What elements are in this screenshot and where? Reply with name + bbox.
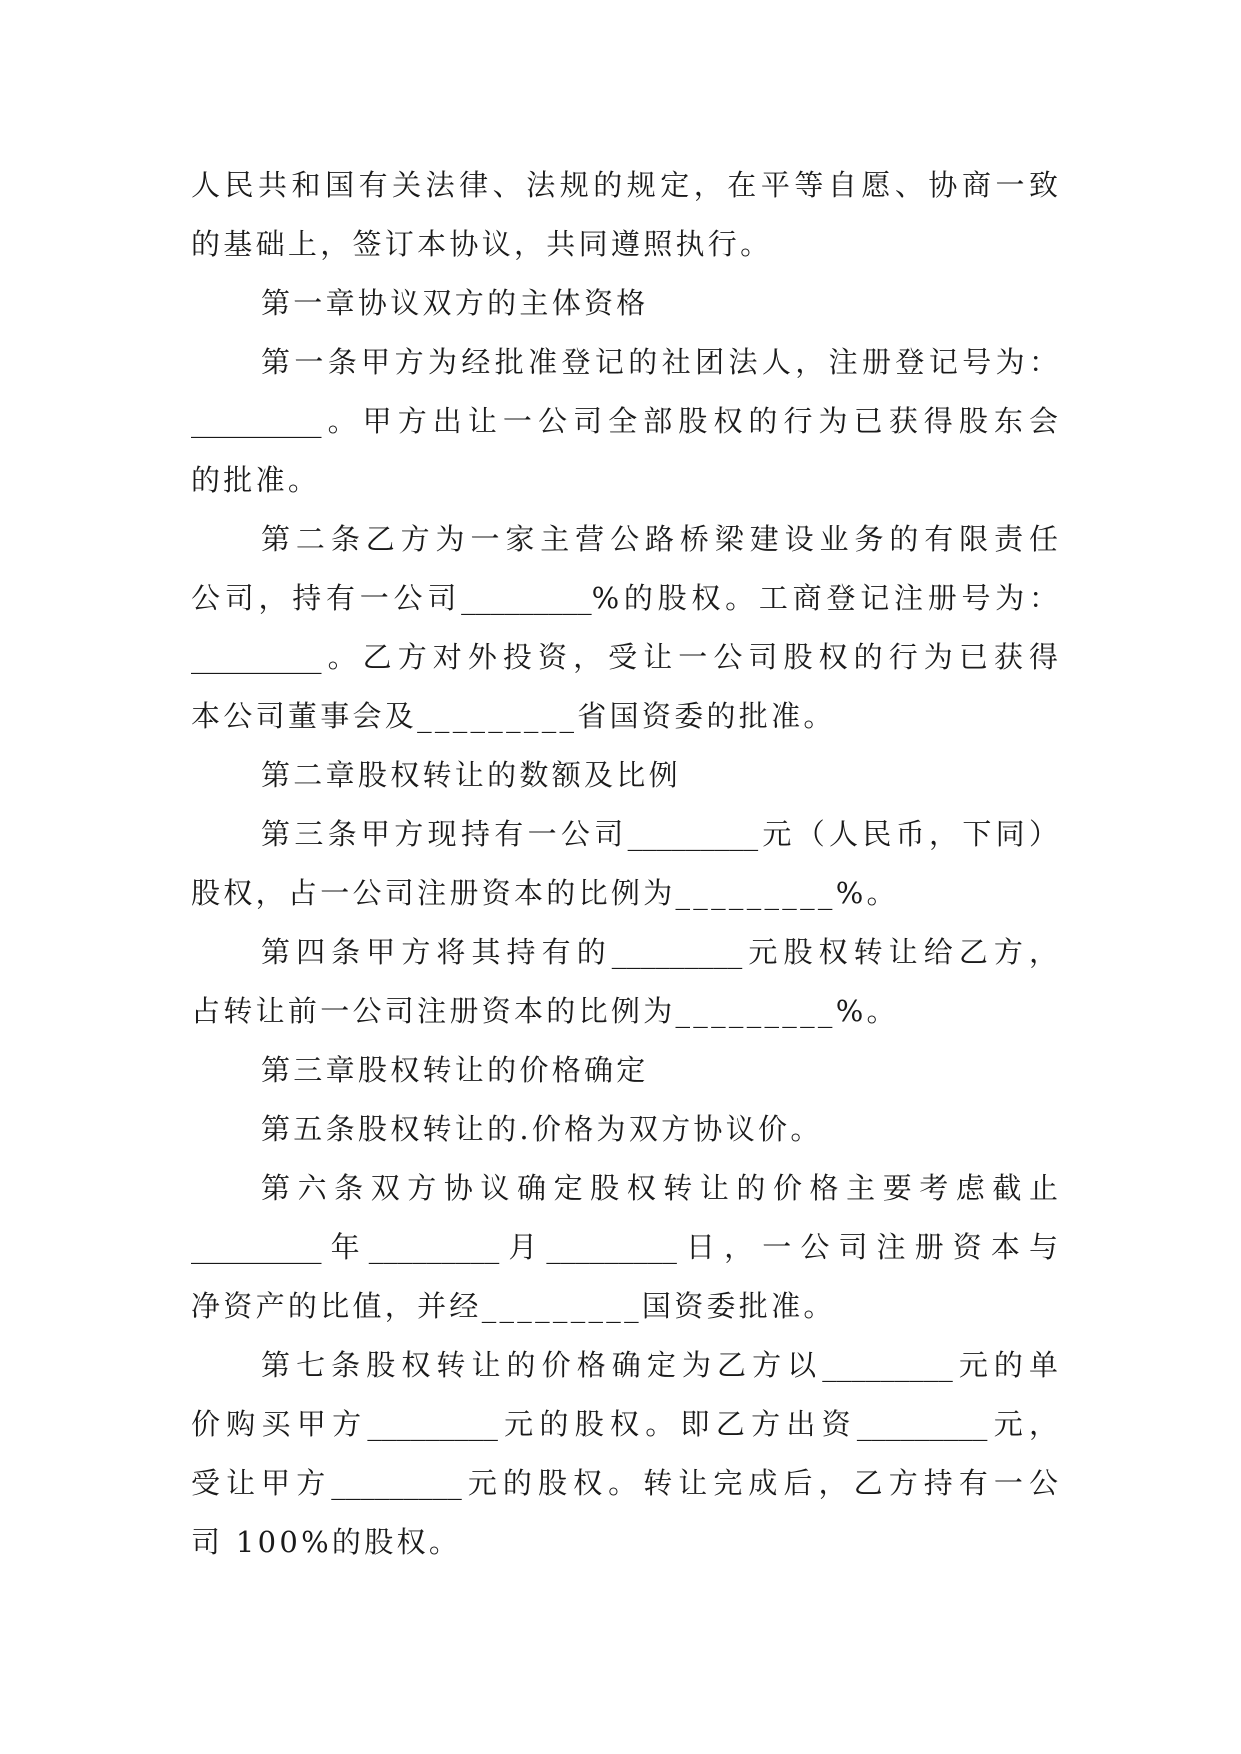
article-line: 第七条股权转让的价格确定为乙方以_________元的单 [261,1348,1058,1382]
article-line: 第三条甲方现持有一公司_________元（人民币，下同） [261,817,1058,851]
chapter-heading: 第一章协议双方的主体资格 [261,286,649,320]
article-line: 第二条乙方为一家主营公路桥梁建设业务的有限责任 [261,522,1058,556]
article-line: 第五条股权转让的.价格为双方协议价。 [261,1112,823,1146]
paragraph-line: 的基础上，签订本协议，共同遵照执行。 [191,227,773,261]
paragraph-line: 公司，持有一公司_________%的股权。工商登记注册号为： [191,581,1058,615]
paragraph-line: 受让甲方_________元的股权。转让完成后，乙方持有一公 [191,1466,1058,1500]
paragraph-line: 股权，占一公司注册资本的比例为_________%。 [191,876,899,910]
chapter-heading: 第三章股权转让的价格确定 [261,1053,649,1087]
article-line: 第一条甲方为经批准登记的社团法人，注册登记号为： [261,345,1058,379]
paragraph-line: 人民共和国有关法律、法规的规定，在平等自愿、协商一致 [191,168,1058,202]
paragraph-line: 净资产的比值，并经_________国资委批准。 [191,1289,836,1323]
article-line: 第六条双方协议确定股权转让的价格主要考虑截止 [261,1171,1058,1205]
paragraph-line: 占转让前一公司注册资本的比例为_________%。 [191,994,899,1028]
paragraph-line: 的批准。 [191,463,321,497]
paragraph-line: 司 100%的股权。 [191,1525,462,1559]
paragraph-line: _________年_________月_________日，一公司注册资本与 [191,1230,1058,1264]
chapter-heading: 第二章股权转让的数额及比例 [261,758,681,792]
article-line: 第四条甲方将其持有的_________元股权转让给乙方， [261,935,1058,969]
paragraph-line: 本公司董事会及_________省国资委的批准。 [191,699,836,733]
paragraph-line: _________。甲方出让一公司全部股权的行为已获得股东会 [191,404,1058,438]
paragraph-line: 价购买甲方_________元的股权。即乙方出资_________元， [191,1407,1058,1441]
paragraph-line: _________。乙方对外投资，受让一公司股权的行为已获得 [191,640,1058,674]
document-body [191,156,1058,1572]
